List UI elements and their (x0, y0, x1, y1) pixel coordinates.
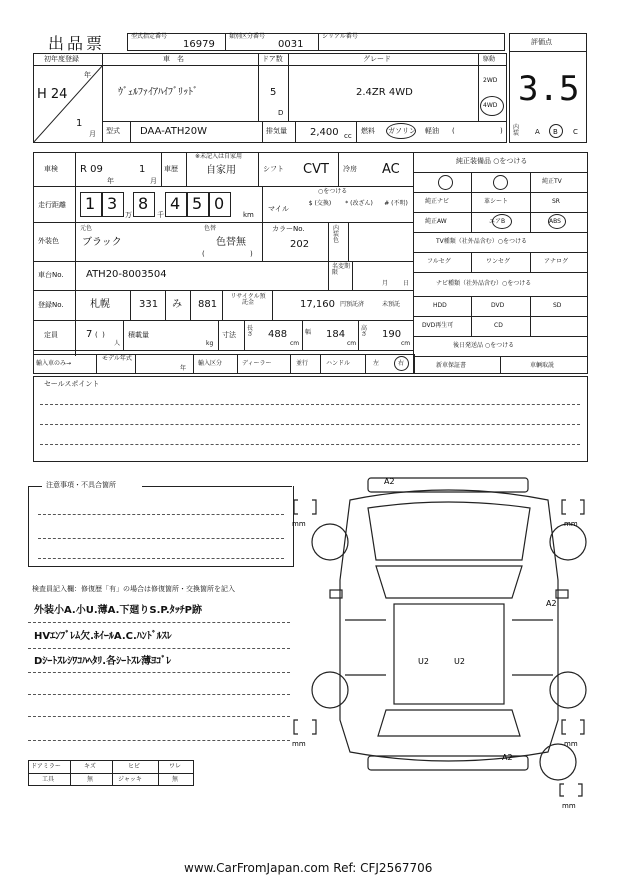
length-cm: cm (290, 340, 300, 347)
usage-label: 車歴 (164, 165, 178, 173)
equip-navi: 純正ナビ (425, 198, 450, 205)
paint-label: 色替 (204, 225, 217, 232)
color-label: 外装色 (38, 237, 59, 245)
tv-oneseg: ワンセグ (486, 258, 511, 265)
missing-cell: 工具 (42, 776, 55, 783)
height-value: 190 (382, 329, 402, 340)
displacement-label: 排気量 (266, 127, 287, 135)
damage-mark: U2 (418, 657, 429, 666)
orig-color-label: 元色 (80, 225, 93, 232)
equip-airbag: エアB (489, 218, 506, 225)
fuel-label: 燃料 (361, 127, 375, 135)
notes-label: 注意事項・不具合箇所 (46, 481, 116, 489)
drive-2wd: 2WD (483, 77, 498, 84)
interior-color-label: 内装色 (333, 225, 340, 244)
first-reg-year-unit: 年 (84, 71, 91, 79)
inspection-month: 1 (139, 164, 146, 175)
fuel-diesel: 軽油 (425, 127, 439, 135)
plate-label: 登録No. (38, 301, 64, 309)
import-row (33, 354, 415, 374)
tyre-mm: mm (292, 740, 306, 748)
chassis-value: ATH20-8003504 (86, 269, 167, 280)
name-change-label: 名変期限 (332, 263, 351, 276)
equip-sr: SR (552, 198, 560, 205)
tyre-mm: mm (562, 802, 576, 810)
dvd-play: DVD再生可 (422, 322, 454, 329)
inspection-value: R 09 (80, 164, 103, 175)
model-no-label: 型式指定番号 (131, 33, 168, 40)
interior-b: B (553, 128, 558, 136)
name-change-day: 日 (403, 280, 410, 287)
cc-unit: cc (344, 132, 352, 140)
mileage-digit: 8 (138, 194, 149, 213)
tyre-mm: mm (292, 520, 306, 528)
footer-ref[interactable]: www.CarFromJapan.com Ref: CFJ2567706 (184, 861, 433, 875)
mileage-digit: 1 (85, 194, 96, 213)
class-no-label: 類別区分番号 (229, 33, 266, 40)
drive-4wd: 4WD (483, 102, 498, 109)
car-damage-diagram (290, 470, 610, 810)
tv-fullseg: フルセグ (427, 258, 451, 265)
tv-analog: アナログ (544, 258, 569, 265)
length-value: 488 (268, 329, 288, 340)
later-manual: 車輌取説 (530, 362, 555, 369)
score-value: 3.5 (518, 69, 580, 109)
handle-label: ハンドル (326, 360, 351, 367)
height-cm: cm (401, 340, 411, 347)
usage-value: 自家用 (206, 165, 236, 176)
dims-label: 寸法 (222, 331, 236, 339)
equip-abs: ABS (549, 218, 561, 225)
model-year-label: モデル年式 (102, 355, 132, 362)
doors-label: ドア数 (262, 55, 283, 63)
recycle-none: 未預託 (382, 301, 401, 308)
ac-value: AC (382, 162, 400, 177)
equipment-title: 純正装備品 ○をつける (456, 157, 528, 165)
notes-box (28, 486, 294, 567)
inspection-label: 車検 (44, 165, 58, 173)
equip-circle (438, 175, 453, 190)
missing-header: キズ (84, 763, 96, 770)
fuel-gasoline: ガソリン (388, 127, 416, 135)
recycle-label: リサイクル預託金 (230, 293, 266, 306)
missing-header: ヒビ (128, 763, 141, 770)
mileage-sen: 千 (157, 211, 164, 219)
exchange-label: $ (交換) (308, 200, 332, 207)
width-value: 184 (326, 329, 346, 340)
import-type-label: 輸入区分 (198, 360, 223, 367)
damage-mark: A2 (546, 599, 557, 608)
plate-num2: 881 (198, 299, 218, 310)
missing-cell: 無 (87, 776, 94, 783)
ac-label: 冷房 (343, 165, 357, 173)
grade: 2.4ZR 4WD (356, 87, 413, 98)
first-reg-year: H 24 (37, 87, 68, 102)
mileage-km: km (243, 211, 254, 219)
mileage-digit: 4 (170, 194, 181, 213)
inspector-note: 検査員記入欄：修復歴「有」の場合は修復箇所・交換箇所を記入 (32, 585, 235, 593)
interior-a: A (535, 128, 540, 136)
model-type: DAA-ATH20W (140, 126, 207, 137)
later-title: 後日発送品 ○をつける (453, 342, 515, 349)
damage-mark: A2 (502, 753, 513, 762)
handle-left: 左 (373, 360, 380, 367)
mileage-digit: 5 (192, 194, 203, 213)
equip-circle (493, 175, 508, 190)
tyre-mm: mm (564, 740, 578, 748)
type-label: 型式 (106, 127, 120, 135)
doors-type: D (278, 109, 284, 117)
first-reg-month: 1 (76, 118, 83, 129)
color-no-label: カラーNo. (272, 225, 305, 233)
length-label: 長さ (247, 325, 254, 338)
first-reg-month-unit: 月 (89, 130, 96, 138)
inspection-year-unit: 年 (107, 177, 114, 185)
shift-label: シフト (263, 165, 284, 173)
doors: 5 (270, 87, 277, 98)
grade-label: グレード (363, 55, 391, 63)
equip-tv: 純正TV (542, 178, 562, 185)
capacity-label: 定員 (44, 331, 58, 339)
sales-point-label: セールスポイント (44, 380, 100, 388)
note-line-1: 外装小A.小U.薄A.下廻りS.P.ﾀｯﾁP跡 (34, 605, 202, 616)
paint-value: 色替無 (216, 237, 246, 248)
import-label: 輸入車のみ→ (36, 360, 72, 367)
shift-value: CVT (303, 162, 329, 177)
tamper-label: * (改ざん) (345, 200, 373, 207)
equip-aw: 純正AW (425, 218, 447, 225)
name-change-month: 月 (382, 280, 389, 287)
color-value: ブラック (82, 237, 122, 248)
tv-title: TV種類（社外品含む）○をつける (436, 238, 528, 245)
height-label: 高さ (361, 325, 368, 338)
width-label: 幅 (305, 329, 312, 336)
missing-cell: 無 (172, 776, 179, 783)
chassis-label: 車台No. (38, 271, 64, 279)
tyre-mm: mm (564, 520, 578, 528)
load-kg: kg (206, 340, 214, 347)
mileage-man: 万 (125, 211, 132, 219)
interior-c: C (573, 128, 578, 136)
inspection-month-unit: 月 (150, 177, 157, 185)
color-no: 202 (290, 239, 310, 250)
recycle-status: 円預託済 (340, 301, 365, 308)
plate-num1: 331 (139, 299, 159, 310)
navi-hdd: HDD (433, 302, 447, 309)
mile-note: ○をつける (318, 188, 348, 195)
car-name: ｳﾞｪﾙﾌｧｲｱﾊｲﾌﾞﾘｯﾄﾞ (118, 87, 198, 98)
note-line-2: HVｴﾝﾌﾞﾚﾑ欠.ﾎｲｰﾙA.C.ﾊﾝﾄﾞﾙｽﾚ (34, 631, 172, 642)
later-warranty: 新車保証書 (436, 362, 467, 369)
missing-cell: ジャッキ (118, 776, 142, 783)
mileage-digit: 3 (107, 194, 118, 213)
equip-leather: 革シート (484, 198, 509, 205)
serial-label: シリアル番号 (322, 33, 358, 40)
recycle-amount: 17,160 (300, 299, 335, 310)
model-no: 16979 (183, 39, 215, 50)
handle-right: 右 (398, 360, 405, 367)
load-label: 積載量 (128, 331, 149, 339)
class-no: 0031 (278, 39, 304, 50)
plate-city: 札幌 (90, 299, 110, 310)
first-reg-label: 初年度登録 (44, 55, 79, 63)
sales-point-box (33, 376, 588, 462)
mile-label: マイル (268, 205, 289, 213)
model-year-unit: 年 (180, 365, 187, 372)
navi-title: ナビ種類（社外品含む）○をつける (436, 280, 532, 287)
drive-label: 駆動 (483, 56, 496, 63)
cd: CD (494, 322, 503, 329)
missing-header: ワレ (169, 763, 182, 770)
note-line-3: Dｼｰﾄｽﾚｼﾜｺﾊﾍﾀﾘ.各ｼｰﾄｽﾚ薄ﾖｺﾞﾚ (34, 656, 172, 667)
score-label: 評価点 (531, 38, 552, 46)
displacement: 2,400 (310, 127, 339, 138)
sheet-title: 出品票 (48, 34, 106, 53)
width-cm: cm (347, 340, 357, 347)
usage-note: ※未記入は自家用 (195, 153, 243, 160)
damage-mark: A2 (384, 477, 395, 486)
navi-dvd: DVD (491, 302, 505, 309)
capacity-unit: 人 (114, 340, 121, 347)
mileage-digit: 0 (214, 194, 225, 213)
import-parallel: 並行 (296, 360, 309, 367)
interior-label: 内装 (513, 124, 520, 137)
unknown-label: # (不明) (384, 200, 408, 207)
missing-header: ドアミラー (31, 763, 61, 770)
plate-kana: み (172, 299, 182, 310)
capacity-value: 7 (86, 329, 93, 340)
mileage-label: 走行距離 (38, 201, 66, 209)
navi-sd: SD (553, 302, 562, 309)
import-dealer: ディーラー (242, 360, 272, 367)
damage-mark: U2 (454, 657, 465, 666)
car-name-label: 車 名 (163, 55, 184, 63)
